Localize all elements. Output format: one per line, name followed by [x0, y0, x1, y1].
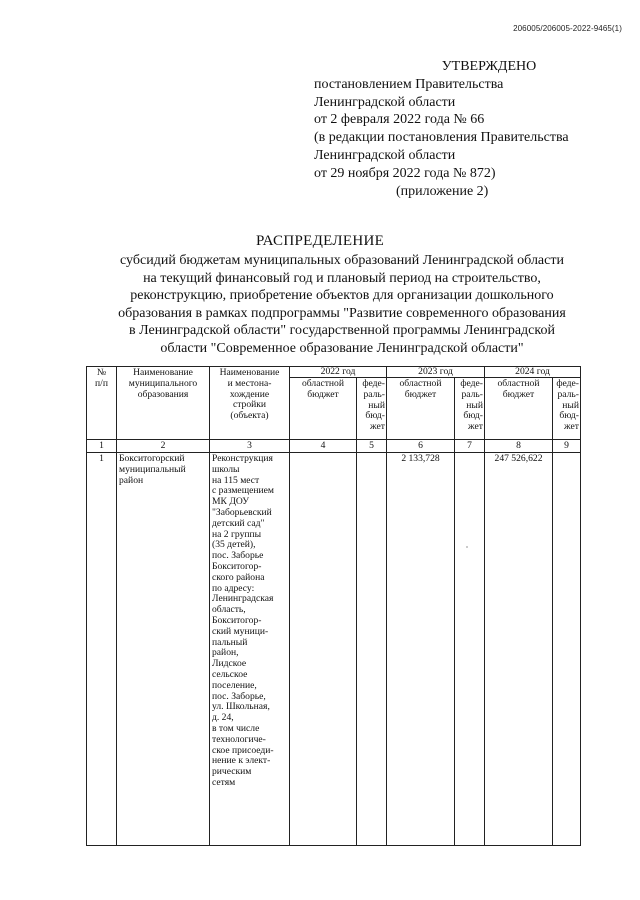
- document-id: 206005/206005-2022-9465(1): [513, 24, 622, 33]
- row-number: 1: [87, 453, 117, 846]
- column-number: 4: [290, 440, 357, 453]
- column-number: 6: [387, 440, 455, 453]
- column-number: 9: [553, 440, 581, 453]
- header-regional-2024: областной бюджет: [485, 378, 553, 440]
- header-regional-2023: областной бюджет: [387, 378, 455, 440]
- row-object: Реконструкция школы на 115 мест с размещением МК ДОУ "Заборьевский детский сад" на 2 группы (35 детей), пос. Заборье Бокситогор- ского района по адресу: Ленинградская область, Бокситогор- ский муници- пальный район, Лидское сельское поселение, пос. Заборье, ул. Школьная, д. 24, в том числе технологиче- ское присоеди- нение к элект- рическим сетям: [210, 453, 290, 846]
- approval-line: Ленинградской области: [314, 147, 456, 163]
- approval-line: Ленинградской области: [314, 94, 456, 110]
- subtitle-line: субсидий бюджетам муниципальных образований Ленинградской области: [120, 253, 564, 268]
- column-number: 1: [87, 440, 117, 453]
- column-number: 3: [210, 440, 290, 453]
- row-federal-2024: [553, 453, 581, 846]
- approval-line: (в редакции постановления Правительства: [314, 130, 569, 146]
- header-num: № п/п: [87, 367, 117, 440]
- column-number-row: [87, 440, 581, 453]
- subtitle-line: на текущий финансовый год и плановый период на строительство,: [143, 270, 541, 286]
- header-regional-2022: областной бюджет: [290, 378, 357, 440]
- document-title: РАСПРЕДЕЛЕНИЕ: [255, 233, 385, 249]
- header-year-2024: 2024 год: [485, 367, 581, 378]
- approval-block: [314, 58, 614, 200]
- header-object: Наименование и местона- хождение стройки (объекта): [210, 367, 290, 440]
- column-number: 7: [455, 440, 485, 453]
- document-subtitle: [82, 252, 602, 358]
- header-municipality: Наименование муниципального образования: [117, 367, 210, 440]
- row-federal-2023: [455, 453, 485, 846]
- header-federal-2023: феде- раль- ный бюд- жет: [455, 378, 485, 440]
- table-row: [87, 453, 581, 846]
- header-federal-2022: феде- раль- ный бюд- жет: [357, 378, 387, 440]
- approval-line: постановлением Правительства: [314, 76, 504, 92]
- subtitle-line: в Ленинградской области" государственной программы Ленинградской: [129, 323, 555, 339]
- subtitle-line: области "Современное образование Ленинградской области": [160, 340, 524, 356]
- column-number: 5: [357, 440, 387, 453]
- header-row: [87, 367, 581, 378]
- document-heading: [0, 232, 640, 358]
- scan-speck: [466, 546, 468, 548]
- row-federal-2022: [357, 453, 387, 846]
- header-federal-2024: феде- раль- ный бюд- жет: [553, 378, 581, 440]
- header-year-2022: 2022 год: [290, 367, 387, 378]
- row-regional-2023: 2 133,728: [387, 453, 455, 846]
- column-number: 8: [485, 440, 553, 453]
- approval-heading: УТВЕРЖДЕНО: [441, 59, 537, 74]
- row-regional-2024: 247 526,622: [485, 453, 553, 846]
- approval-line: от 29 ноября 2022 года № 872): [314, 165, 496, 181]
- row-regional-2022: [290, 453, 357, 846]
- header-year-2023: 2023 год: [387, 367, 485, 378]
- approval-appendix-note: (приложение 2): [396, 183, 489, 199]
- approval-line: от 2 февраля 2022 года № 66: [314, 112, 485, 128]
- subtitle-line: образования в рамках подпрограммы "Развитие современного образования: [118, 305, 566, 321]
- subsidy-distribution-table: [86, 366, 581, 846]
- subtitle-line: реконструкцию, приобретение объектов для организации дошкольного: [130, 288, 554, 304]
- row-municipality: Бокситогорский муниципальный район: [117, 453, 210, 846]
- column-number: 2: [117, 440, 210, 453]
